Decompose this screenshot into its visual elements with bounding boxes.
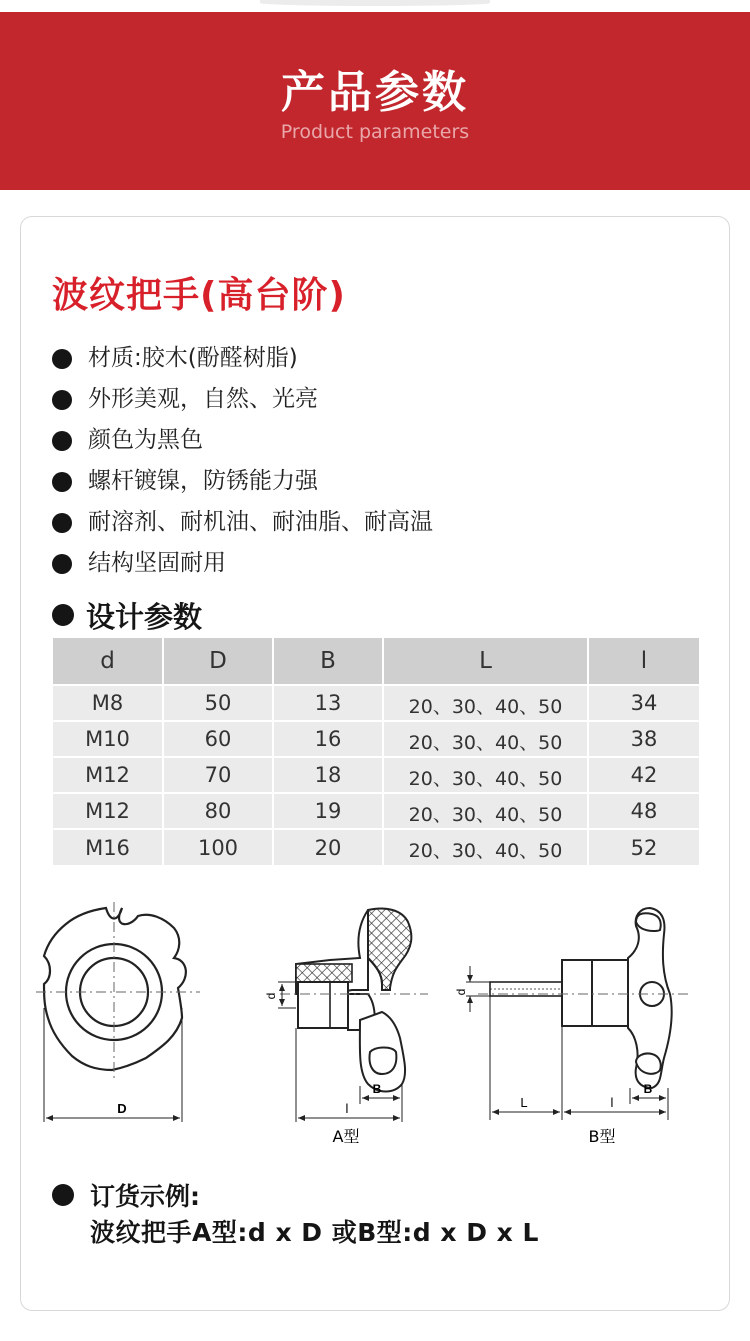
col-header-d: d (53, 638, 163, 685)
cell-L: 20、30、40、50 (383, 829, 588, 865)
cell-D: 50 (163, 685, 273, 721)
feature-item (52, 420, 433, 461)
top-strip (0, 0, 750, 12)
label-d-a: d (264, 992, 278, 1000)
params-table (53, 638, 699, 865)
cell-L: 20、30、40、50 (383, 793, 588, 829)
bullet-icon (52, 513, 72, 533)
bullet-icon (52, 349, 72, 369)
label-type-a: A型 (332, 1127, 360, 1146)
cell-B: 19 (273, 793, 383, 829)
technical-drawing-svg (30, 898, 720, 1158)
label-D: D (117, 1101, 127, 1116)
cell-l: 42 (588, 757, 699, 793)
label-d-b: d (454, 988, 468, 996)
col-header-B: B (273, 638, 383, 685)
feature-text: 结构坚固耐用 (88, 550, 226, 576)
feature-item (52, 379, 433, 420)
banner-subtitle: Product parameters (280, 121, 470, 143)
bullet-icon (52, 472, 72, 492)
feature-text: 颜色为黑色 (88, 427, 203, 453)
col-header-l: l (588, 638, 699, 685)
design-params-heading (52, 592, 202, 638)
bullet-icon (52, 1184, 74, 1206)
bullet-icon (52, 604, 74, 626)
feature-text: 耐溶剂、耐机油、耐油脂、耐高温 (88, 509, 433, 535)
table-row (53, 757, 699, 793)
cell-d: M12 (53, 793, 163, 829)
cell-d: M10 (53, 721, 163, 757)
order-heading: 订货示例: (90, 1182, 200, 1211)
cell-D: 100 (163, 829, 273, 865)
cell-d: M8 (53, 685, 163, 721)
feature-item (52, 543, 433, 584)
cell-l: 48 (588, 793, 699, 829)
col-header-D: D (163, 638, 273, 685)
cell-l: 38 (588, 721, 699, 757)
cell-l: 34 (588, 685, 699, 721)
feature-item (52, 502, 433, 543)
cell-B: 20 (273, 829, 383, 865)
bullet-icon (52, 431, 72, 451)
cell-L: 20、30、40、50 (383, 685, 588, 721)
label-B-b: B (643, 1082, 653, 1096)
cell-L: 20、30、40、50 (383, 757, 588, 793)
cell-D: 70 (163, 757, 273, 793)
table-row (53, 685, 699, 721)
cell-B: 13 (273, 685, 383, 721)
cell-D: 60 (163, 721, 273, 757)
table-row (53, 829, 699, 865)
feature-text: 材质:胶木(酚醛树脂) (88, 345, 298, 371)
table-header-row (53, 638, 699, 685)
cell-D: 80 (163, 793, 273, 829)
cell-d: M16 (53, 829, 163, 865)
section-banner (0, 12, 750, 190)
order-example-text: 波纹把手A型:d x D 或B型:d x D x L (90, 1218, 539, 1247)
label-type-b: B型 (588, 1127, 616, 1146)
cell-l: 52 (588, 829, 699, 865)
label-l-b: l (610, 1095, 614, 1110)
order-heading-row (52, 1177, 539, 1213)
technical-drawing (30, 898, 720, 1158)
bullet-icon (52, 554, 72, 574)
product-title: 波纹把手(高台阶) (52, 275, 346, 316)
cell-B: 18 (273, 757, 383, 793)
label-L-b: L (520, 1095, 528, 1110)
table-row (53, 721, 699, 757)
label-l-a: l (345, 1101, 349, 1116)
col-header-L: L (383, 638, 588, 685)
side-view-a (280, 909, 428, 1092)
banner-title: 产品参数 (281, 67, 469, 118)
feature-text: 外形美观，自然、光亮 (88, 386, 318, 412)
feature-item (52, 461, 433, 502)
cell-L: 20、30、40、50 (383, 721, 588, 757)
feature-list (52, 338, 433, 584)
bullet-icon (52, 390, 72, 410)
order-example (52, 1177, 539, 1253)
cell-B: 16 (273, 721, 383, 757)
front-view (44, 908, 186, 1070)
feature-item (52, 338, 433, 379)
table-row (53, 793, 699, 829)
feature-text: 螺杆镀镍，防锈能力强 (88, 468, 318, 494)
side-view-b (490, 908, 672, 1088)
cell-d: M12 (53, 757, 163, 793)
label-B-a: B (372, 1082, 382, 1096)
design-params-title: 设计参数 (86, 599, 203, 634)
